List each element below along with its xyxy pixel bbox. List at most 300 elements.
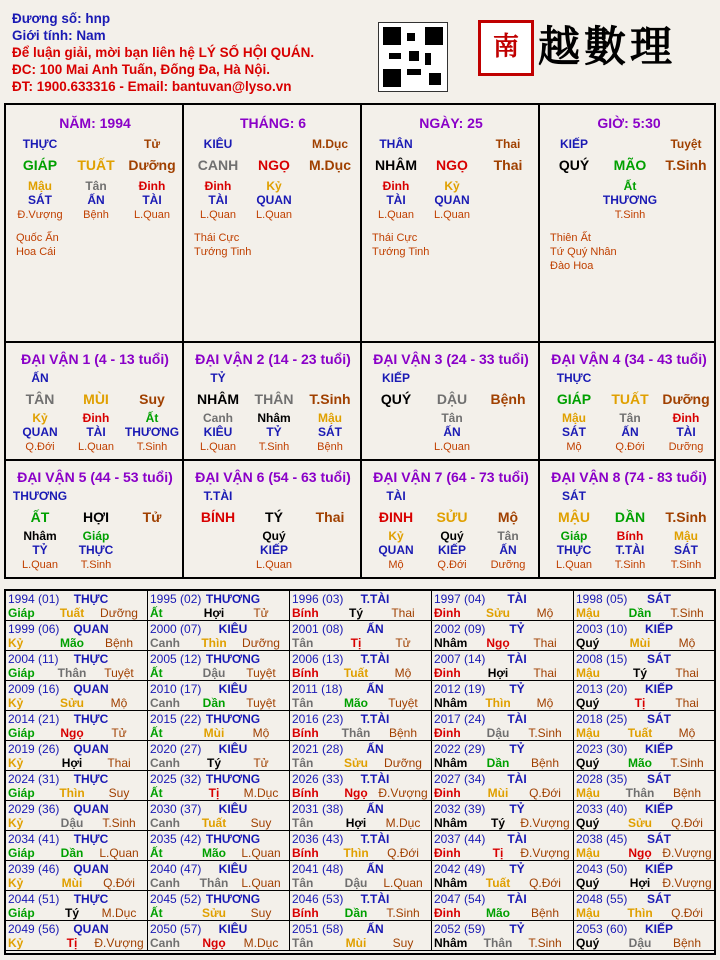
year-god: THƯƠNG <box>205 712 261 726</box>
year-branch: Thân <box>625 786 655 800</box>
year-phase: T.Sinh <box>528 726 562 740</box>
dai-van-stem-cell: THÂN <box>254 391 294 407</box>
year-cell[interactable] <box>432 801 574 831</box>
year-cell[interactable] <box>290 771 432 801</box>
year-cell[interactable] <box>6 861 148 891</box>
year-branch: Ngọ <box>202 936 226 950</box>
year-god: KIẾP <box>644 682 673 696</box>
year-branch: Thìn <box>343 846 369 860</box>
year-phase: Tuyệt <box>246 696 276 710</box>
year-label: 2037 (44) <box>434 832 486 846</box>
year-cell[interactable] <box>148 741 290 771</box>
year-label: 2032 (39) <box>434 802 486 816</box>
dai-van-stem-cell: MÙI <box>83 391 109 407</box>
pillar-stem-cell: M.Dục <box>309 157 351 173</box>
year-branch: Tị <box>66 936 78 950</box>
year-label: 2021 (28) <box>292 742 344 756</box>
dai-van-title: ĐẠI VẬN 6 (54 - 63 tuổi) <box>195 469 351 485</box>
dai-van-hid-cell: Nhâm <box>257 411 291 425</box>
year-label: 2024 (31) <box>8 772 60 786</box>
year-god: THƯƠNG <box>205 832 261 846</box>
year-cell[interactable] <box>148 771 290 801</box>
dai-van-stem-cell: Tử <box>142 509 162 525</box>
year-branch: Hợi <box>203 606 225 620</box>
year-god: QUAN <box>73 802 109 816</box>
year-stem: Đinh <box>434 786 461 800</box>
year-phase: L.Quan <box>241 876 281 890</box>
year-stem: Giáp <box>8 606 35 620</box>
pillar-note: Tứ Quý Nhân <box>550 246 617 258</box>
year-label: 1994 (01) <box>8 592 60 606</box>
year-god: THỰC <box>73 592 109 606</box>
year-cell[interactable] <box>290 921 432 951</box>
year-phase: Bệnh <box>530 906 560 920</box>
pillar-top-cell: Thai <box>495 137 521 151</box>
dai-van-stem-cell: ẤT <box>30 509 50 525</box>
year-branch: Ngọ <box>486 636 510 650</box>
year-branch: Dậu <box>628 936 652 950</box>
year-branch: Hợi <box>61 756 83 770</box>
year-god: KIÊU <box>218 862 248 876</box>
dai-van-title: ĐẠI VẬN 8 (74 - 83 tuổi) <box>551 469 707 485</box>
dai-van-god-cell: SÁT <box>562 425 586 439</box>
year-god: SÁT <box>647 892 671 906</box>
year-phase: Dưỡng <box>242 636 280 650</box>
year-branch: Tuất <box>201 816 227 830</box>
year-god: T.TÀI <box>360 592 390 606</box>
year-label: 2009 (16) <box>8 682 60 696</box>
year-god: QUAN <box>73 742 109 756</box>
year-label: 2015 (22) <box>150 712 202 726</box>
dai-van-stem-cell: Dưỡng <box>662 391 710 407</box>
dai-van-stem-cell: DẬU <box>436 391 468 407</box>
year-phase: Thai <box>675 666 699 680</box>
year-label: 2016 (23) <box>292 712 344 726</box>
year-cell[interactable] <box>290 621 432 651</box>
year-branch: Hợi <box>487 666 509 680</box>
dai-van-god-cell: THỰC <box>78 543 114 557</box>
pillars-grid <box>4 103 716 579</box>
pillar-note: Hoa Cái <box>16 246 56 258</box>
year-stem: Mậu <box>576 666 600 680</box>
year-cell[interactable] <box>432 891 574 921</box>
year-cell[interactable] <box>290 831 432 861</box>
year-stem: Tân <box>292 936 314 950</box>
year-stem: Quý <box>576 696 600 710</box>
dai-van-stem-cell: Suy <box>139 391 165 407</box>
dai-van-2[interactable] <box>184 343 362 459</box>
pillar-top-cell: Tử <box>143 137 161 151</box>
year-stem: Bính <box>292 906 319 920</box>
year-phase: T.Sinh <box>386 906 420 920</box>
year-god: T.TÀI <box>360 892 390 906</box>
year-label: 2025 (32) <box>150 772 202 786</box>
year-branch: Ngọ <box>344 786 368 800</box>
year-cell[interactable] <box>290 801 432 831</box>
year-cell[interactable] <box>6 891 148 921</box>
year-phase: Mộ <box>536 696 554 710</box>
contact-line-3[interactable]: ĐT: 1900.633316 - Email: bantuvan@lyso.vn <box>12 79 292 94</box>
year-god: ẤN <box>366 682 384 696</box>
dai-van-3[interactable] <box>362 343 540 459</box>
dai-van-hid-cell: Mậu <box>674 529 698 543</box>
year-cell[interactable] <box>290 591 432 621</box>
year-god: THỰC <box>73 892 109 906</box>
year-god: TỶ <box>509 682 525 696</box>
year-cell[interactable] <box>148 621 290 651</box>
year-branch: Tuất <box>627 726 653 740</box>
year-label: 2003 (10) <box>576 622 628 636</box>
year-branch: Mão <box>60 636 84 650</box>
year-stem: Đinh <box>434 606 461 620</box>
dai-van-top-god: SÁT <box>562 489 586 503</box>
year-branch: Thân <box>483 936 513 950</box>
year-cell[interactable] <box>574 621 714 651</box>
year-god: QUAN <box>73 622 109 636</box>
year-cell[interactable] <box>432 621 574 651</box>
year-god: KIÊU <box>218 802 248 816</box>
year-phase: Tử <box>111 726 127 740</box>
year-cell[interactable] <box>6 801 148 831</box>
pillar-hid-cell: Đinh <box>138 179 166 193</box>
dai-van-sub-cell: T.Sinh <box>136 441 168 453</box>
year-cell[interactable] <box>148 681 290 711</box>
year-label: 2011 (18) <box>292 682 343 696</box>
year-cell[interactable] <box>290 681 432 711</box>
pillar-god-cell: TÀI <box>386 193 406 207</box>
year-cell[interactable] <box>290 741 432 771</box>
year-god: THƯƠNG <box>205 592 261 606</box>
year-phase: Tử <box>253 606 269 620</box>
dai-van-stem-cell: T.Sinh <box>665 509 707 525</box>
dai-van-sub-cell: L.Quan <box>21 559 59 571</box>
year-label: 2013 (20) <box>576 682 628 696</box>
year-branch: Hợi <box>629 876 651 890</box>
year-cell[interactable] <box>574 801 714 831</box>
dai-van-sub-cell: L.Quan <box>555 559 593 571</box>
year-stem: Kỷ <box>8 756 24 770</box>
year-branch: Mùi <box>345 936 367 950</box>
dai-van-title: ĐẠI VẬN 5 (44 - 53 tuổi) <box>17 469 173 485</box>
year-cell[interactable] <box>432 711 574 741</box>
year-cell[interactable] <box>6 771 148 801</box>
dai-van-stem-cell: QUÝ <box>380 391 412 407</box>
year-label: 2029 (36) <box>8 802 60 816</box>
year-cell[interactable] <box>432 651 574 681</box>
year-cell[interactable] <box>148 921 290 951</box>
year-god: KIÊU <box>218 742 248 756</box>
year-branch: Thân <box>199 876 229 890</box>
dai-van-4[interactable] <box>540 343 718 459</box>
year-god: KIẾP <box>644 802 673 816</box>
year-cell[interactable] <box>290 711 432 741</box>
year-stem: Bính <box>292 846 319 860</box>
year-phase: Q.Đới <box>671 906 703 920</box>
year-phase: Đ.Vượng <box>94 936 144 950</box>
year-phase: Thai <box>533 666 557 680</box>
dai-van-stem-cell: TÂN <box>25 391 55 407</box>
year-cell[interactable] <box>574 681 714 711</box>
year-stem: Mậu <box>576 906 600 920</box>
year-cell[interactable] <box>6 741 148 771</box>
pillar-stem-cell: MÃO <box>613 157 647 173</box>
year-label: 2027 (34) <box>434 772 486 786</box>
year-stem: Mậu <box>576 606 600 620</box>
dai-van-sub-cell: T.Sinh <box>670 559 702 571</box>
pillar-note: Tướng Tinh <box>372 246 430 258</box>
dai-van-sub-cell: T.Sinh <box>80 559 112 571</box>
qr-code-icon[interactable] <box>378 22 448 92</box>
year-cell[interactable] <box>6 711 148 741</box>
year-stem: Canh <box>150 816 180 830</box>
year-label: 2053 (60) <box>576 922 628 936</box>
year-phase: Mộ <box>678 726 696 740</box>
year-branch: Ngọ <box>60 726 84 740</box>
year-cell[interactable] <box>574 741 714 771</box>
dai-van-hid-cell: Quý <box>262 529 286 543</box>
ma-so-label: Đương số: <box>12 11 82 26</box>
year-stem: Mậu <box>576 786 600 800</box>
year-stem: Nhâm <box>434 636 468 650</box>
year-stem: Kỷ <box>8 696 24 710</box>
year-branch: Tị <box>350 636 362 650</box>
dai-van-8[interactable] <box>540 461 718 577</box>
year-stem: Canh <box>150 936 180 950</box>
year-god: KIÊU <box>218 622 248 636</box>
year-branch: Dần <box>202 696 226 710</box>
year-cell[interactable] <box>574 591 714 621</box>
year-branch: Mùi <box>487 786 509 800</box>
year-god: TỶ <box>509 862 525 876</box>
year-branch: Mão <box>628 756 652 770</box>
dai-van-hid-cell: Mậu <box>318 411 342 425</box>
dai-van-sub-cell: Q.Đới <box>437 559 467 571</box>
dai-van-stem-cell: NHÂM <box>197 391 239 407</box>
year-cell[interactable] <box>290 651 432 681</box>
year-phase: M.Dục <box>101 906 137 920</box>
year-cell[interactable] <box>148 831 290 861</box>
year-stem: Canh <box>150 876 180 890</box>
year-phase: Đ.Vượng <box>520 846 570 860</box>
pillar-stem-cell: Dưỡng <box>128 157 176 173</box>
pillar-notes <box>194 231 251 259</box>
year-label: 2030 (37) <box>150 802 202 816</box>
year-branch: Tuất <box>59 606 85 620</box>
pillar-god-cell: QUAN <box>256 193 292 207</box>
year-label: 1998 (05) <box>576 592 628 606</box>
year-phase: Mộ <box>252 726 270 740</box>
year-branch: Tị <box>492 846 504 860</box>
pillar-note: Thiên Ất <box>550 232 591 244</box>
year-cell[interactable] <box>432 591 574 621</box>
year-cell[interactable] <box>574 711 714 741</box>
year-phase: Thai <box>391 606 415 620</box>
year-cell[interactable] <box>574 921 714 951</box>
year-cell[interactable] <box>148 591 290 621</box>
year-stem: Quý <box>576 816 600 830</box>
year-phase: T.Sinh <box>528 936 562 950</box>
pillar-stem-cell: T.Sinh <box>665 157 707 173</box>
pillar-note: Tướng Tinh <box>194 246 252 258</box>
year-god: TÀI <box>507 592 527 606</box>
dai-van-god-cell: TÀI <box>86 425 106 439</box>
contact-line-2: ĐC: 100 Mai Anh Tuấn, Đống Đa, Hà Nội. <box>12 62 271 77</box>
year-stem: Đinh <box>434 726 461 740</box>
year-cell[interactable] <box>574 891 714 921</box>
dai-van-title: ĐẠI VẬN 1 (4 - 13 tuổi) <box>21 351 169 367</box>
pillar-sub-cell: T.Sinh <box>614 209 646 221</box>
year-god: SÁT <box>647 592 671 606</box>
dai-van-sub-cell: L.Quan <box>255 559 293 571</box>
dai-van-top-god: TÀI <box>386 489 406 503</box>
year-branch: Dần <box>486 756 510 770</box>
year-label: 2023 (30) <box>576 742 628 756</box>
year-cell[interactable] <box>148 651 290 681</box>
year-god: SÁT <box>647 832 671 846</box>
year-stem: Canh <box>150 756 180 770</box>
year-cell[interactable] <box>290 861 432 891</box>
pillar-notes <box>372 231 429 259</box>
year-cell[interactable] <box>574 831 714 861</box>
year-phase: Bệnh <box>388 726 418 740</box>
year-label: 1997 (04) <box>434 592 486 606</box>
dai-van-god-cell: QUAN <box>378 543 414 557</box>
pillar-hid-cell: Kỷ <box>444 179 460 193</box>
year-cell[interactable] <box>432 741 574 771</box>
year-branch: Tý <box>206 756 221 770</box>
year-label: 2050 (57) <box>150 922 202 936</box>
year-label: 2019 (26) <box>8 742 60 756</box>
pillar-stem-cell: GIÁP <box>22 157 58 173</box>
header-info <box>12 10 314 95</box>
year-branch: Tuất <box>343 666 369 680</box>
dai-van-7[interactable] <box>362 461 540 577</box>
year-phase: Q.Đới <box>529 786 561 800</box>
year-god: TỶ <box>509 742 525 756</box>
year-label: 2002 (09) <box>434 622 486 636</box>
pillar-notes <box>16 231 59 259</box>
year-stem: Mậu <box>576 726 600 740</box>
year-label: 2043 (50) <box>576 862 628 876</box>
year-cell[interactable] <box>6 621 148 651</box>
year-god: KIẾP <box>644 862 673 876</box>
year-stem: Quý <box>576 756 600 770</box>
pillar-top-cell: KIẾP <box>559 137 588 151</box>
year-cell[interactable] <box>432 921 574 951</box>
year-cell[interactable] <box>432 861 574 891</box>
year-cell[interactable] <box>432 771 574 801</box>
year-stem: Nhâm <box>434 696 468 710</box>
dai-van-hid-cell: Đinh <box>82 411 110 425</box>
dai-van-god-cell: THỰC <box>556 543 592 557</box>
year-cell[interactable] <box>148 711 290 741</box>
year-cell[interactable] <box>574 861 714 891</box>
dai-van-hid-cell: Kỷ <box>32 411 48 425</box>
year-branch: Sửu <box>59 696 85 710</box>
year-label: 2010 (17) <box>150 682 202 696</box>
year-god: T.TÀI <box>360 652 390 666</box>
dai-van-title: ĐẠI VẬN 3 (24 - 33 tuổi) <box>373 351 529 367</box>
year-stem: Giáp <box>8 846 35 860</box>
year-god: THỰC <box>73 772 109 786</box>
dai-van-6[interactable] <box>184 461 362 577</box>
yearly-luck-table <box>4 589 716 955</box>
year-phase: T.Sinh <box>670 606 704 620</box>
year-label: 2052 (59) <box>434 922 486 936</box>
year-label: 2012 (19) <box>434 682 486 696</box>
year-cell[interactable] <box>432 831 574 861</box>
year-label: 2048 (55) <box>576 892 628 906</box>
year-label: 2008 (15) <box>576 652 628 666</box>
year-cell[interactable] <box>290 891 432 921</box>
year-cell[interactable] <box>6 591 148 621</box>
year-cell[interactable] <box>6 651 148 681</box>
year-cell[interactable] <box>148 801 290 831</box>
year-cell[interactable] <box>148 891 290 921</box>
year-phase: Mộ <box>110 696 128 710</box>
year-god: KIÊU <box>218 922 248 936</box>
year-god: THƯƠNG <box>205 772 261 786</box>
year-label: 2034 (41) <box>8 832 60 846</box>
year-cell[interactable] <box>6 831 148 861</box>
brand-title: 越數理 <box>538 22 677 71</box>
gioi-tinh-value: Nam <box>76 28 106 43</box>
pillar-4 <box>540 105 718 341</box>
ma-so-line <box>12 10 314 27</box>
year-cell[interactable] <box>574 771 714 801</box>
dai-van-hid-cell: Nhâm <box>23 529 57 543</box>
year-branch: Mùi <box>629 636 651 650</box>
dai-van-god-cell: KIÊU <box>203 425 233 439</box>
year-cell[interactable] <box>6 681 148 711</box>
dai-van-stem-cell: Mộ <box>497 509 519 525</box>
year-god: T.TÀI <box>360 832 390 846</box>
year-cell[interactable] <box>432 681 574 711</box>
year-god: THỰC <box>73 712 109 726</box>
year-god: T.TÀI <box>360 772 390 786</box>
year-stem: Quý <box>576 636 600 650</box>
year-phase: Tử <box>253 756 269 770</box>
year-cell[interactable] <box>6 921 148 951</box>
year-phase: M.Dục <box>243 936 279 950</box>
year-stem: Bính <box>292 666 319 680</box>
year-god: SÁT <box>647 772 671 786</box>
year-god: ẤN <box>366 802 384 816</box>
pillar-hid-cell: Kỷ <box>266 179 282 193</box>
year-phase: Tuyệt <box>246 666 276 680</box>
year-stem: Canh <box>150 636 180 650</box>
dai-van-1[interactable] <box>6 343 184 459</box>
pillar-2 <box>184 105 362 341</box>
pillar-sub-cell: L.Quan <box>199 209 237 221</box>
year-stem: Giáp <box>8 786 35 800</box>
pillar-note: Quốc Ấn <box>16 232 59 244</box>
year-god: TỶ <box>509 922 525 936</box>
year-stem: Tân <box>292 876 314 890</box>
year-cell[interactable] <box>148 861 290 891</box>
dai-van-stem-cell: TÝ <box>265 509 283 525</box>
year-god: TỶ <box>509 802 525 816</box>
year-god: THỰC <box>73 832 109 846</box>
year-label: 2045 (52) <box>150 892 202 906</box>
pillar-top-cell: KIÊU <box>203 137 233 151</box>
pillar-hid-cell: Đinh <box>204 179 232 193</box>
dai-van-5[interactable] <box>6 461 184 577</box>
dai-van-top-god: THỰC <box>556 371 592 385</box>
year-label: 2046 (53) <box>292 892 344 906</box>
year-cell[interactable] <box>574 651 714 681</box>
year-branch: Dậu <box>344 876 368 890</box>
